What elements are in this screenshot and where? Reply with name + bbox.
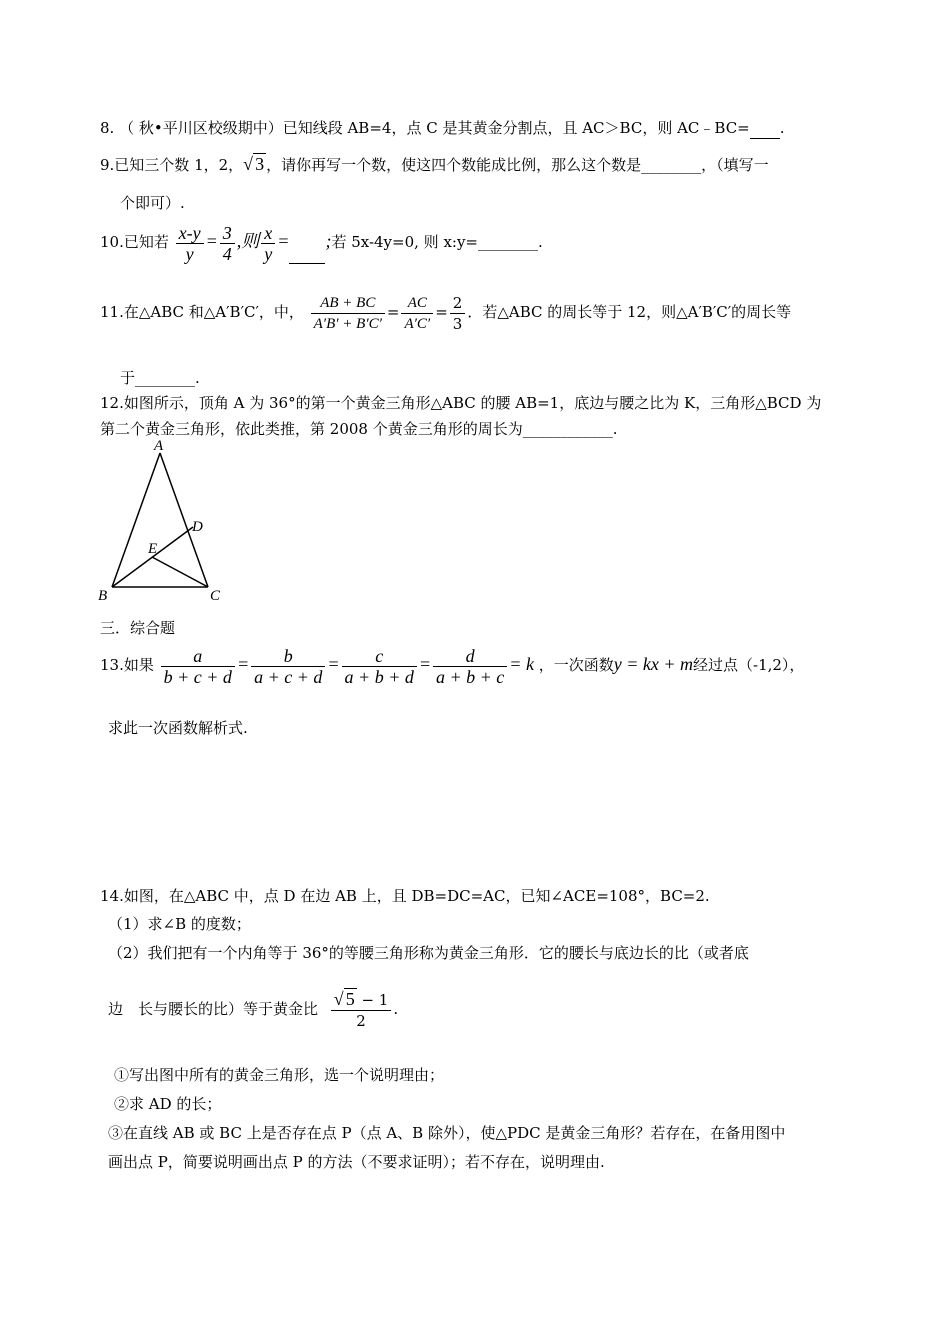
- q14-line1: 14.如图，在△ABC 中，点 D 在边 AB 上，且 DB=DC=AC，已知∠ACE=108°，BC=2.: [100, 887, 710, 905]
- q9-text-start: 9.已知三个数 1，2，: [100, 156, 244, 174]
- q12-line1: 12.如图所示，顶角 A 为 36°的第一个黄金三角形△ABC 的腰 AB=1，底边与腰之比为 K，三角形△BCD 为: [100, 394, 822, 412]
- q13-fraction-d: $\frac{d}{a + b + c}$: [433, 646, 507, 687]
- q13-equals-k: = k: [509, 654, 534, 674]
- q12-line2: 第二个黄金三角形，依此类推，第 2008 个黄金三角形的周长为____________.: [100, 420, 618, 438]
- q14-sub2: （2）我们把有一个内角等于 36°的等腰三角形称为黄金三角形．它的腰长与底边长的比（或者底: [108, 944, 749, 962]
- question-11: 11.在△ABC 和△A′B′C′，中， $\frac{AB + BC}{A'B' + B'C'}$ = $\frac{AC}{A'C'}$ = $\frac{2}{3}$ ．若△ABC 的周长等于 12，则△A′B′C′的周长等: [100, 293, 792, 333]
- q10-then: ,则: [236, 231, 260, 251]
- q13-function: y = kx + m: [613, 654, 693, 674]
- q13-fraction-b: $\frac{b}{a + c + d}$: [251, 646, 325, 687]
- label-d: D: [192, 519, 203, 535]
- q10-prefix: 10.已知若: [100, 233, 169, 251]
- q14-golden-text: 边 长与腰长的比）等于黄金比: [108, 1000, 319, 1018]
- question-9: [100, 150, 769, 179]
- label-e: E: [148, 541, 158, 557]
- q10-answer-blank[interactable]: [289, 221, 325, 264]
- q11-fraction-2-3: $\frac{2}{3}$: [450, 293, 466, 334]
- q11-prefix: 11.在△ABC 和△A′B′C′，中，: [100, 303, 304, 321]
- sqrt-5: √ 5: [333, 989, 355, 1009]
- q13-suffix: 经过点（-1,2），: [693, 656, 805, 674]
- q10-suffix: 若 5x-4y=0, 则 x:y=________.: [331, 233, 543, 251]
- q14-item3-line2: 画出点 P，简要说明画出点 P 的方法（不要求证明）；若不存在，说明理由.: [108, 1153, 605, 1171]
- q14-item2: ②求 AD 的长；: [114, 1095, 222, 1113]
- q13-line2: 求此一次函数解析式.: [108, 719, 248, 737]
- label-a: A: [154, 438, 164, 454]
- q9-line2: 个即可）.: [120, 194, 185, 212]
- q8-number: 8.: [100, 119, 115, 137]
- question-13: 13.如果 $\frac{a}{b + c + d}$ = $\frac{b}{a + c + d}$ = $\frac{c}{a + b + d}$ = $\frac{d}{a + b + c}$ = k ，一次函数y = kx + m经过点（-1,2），: [100, 645, 805, 687]
- q10-fraction-34: $\frac{3}{4}$: [220, 223, 235, 264]
- q13-prefix: 13.如果: [100, 656, 154, 674]
- q11-line2: 于________.: [120, 369, 200, 387]
- q14-item3-line1: ③在直线 AB 或 BC 上是否存在点 P（点 A、B 除外），使△PDC 是黄金三角形？若存在，在备用图中: [108, 1124, 786, 1142]
- q11-fraction-perimeter: $\frac{AB + BC}{A'B' + B'C'}$: [311, 293, 385, 334]
- question-8: [100, 118, 785, 139]
- golden-ratio-fraction: $\frac{√ 5 - 1}{2}$: [331, 989, 392, 1031]
- question-10: 10.已知若 $\frac{x-y}{y}$ = $\frac{3}{4}$ ,则 $\frac{x}{y}$ = ;若 5x-4y=0, 则 x:y=________.: [100, 222, 543, 264]
- q14-sub1: （1）求∠B 的度数；: [108, 915, 251, 933]
- label-b: B: [98, 588, 108, 604]
- label-c: C: [210, 588, 221, 604]
- q10-fraction-xy: $\frac{x-y}{y}$: [176, 223, 204, 264]
- q8-period: .: [779, 119, 785, 137]
- q9-text-end: ，请你再写一个数，使这四个数能成比例，那么这个数是________，（填写一: [266, 156, 769, 174]
- q11-suffix: ．若△ABC 的周长等于 12，则△A′B′C′的周长等: [467, 303, 792, 321]
- golden-triangle-figure: [90, 435, 240, 605]
- section-3-title: 三．综合题: [100, 619, 176, 637]
- q8-text: （ 秋•平川区校级期中）已知线段 AB=4，点 C 是其黄金分割点，且 AC＞BC，则 AC﹣BC=: [119, 119, 750, 137]
- q13-fraction-c: $\frac{c}{a + b + d}$: [342, 646, 417, 687]
- q13-mid: ，一次函数: [538, 656, 614, 674]
- q11-fraction-ac: $\frac{AC}{A'C'}$: [401, 293, 433, 334]
- q14-item1: ①写出图中所有的黄金三角形，选一个说明理由；: [114, 1066, 445, 1084]
- q13-fraction-a: $\frac{a}{b + c + d}$: [161, 646, 235, 687]
- q14-golden-ratio-line: 边 长与腰长的比）等于黄金比 $\frac{√ 5 - 1}{2}$ .: [108, 989, 399, 1030]
- q10-fraction-x-over-y: $\frac{x}{y}$: [261, 223, 275, 264]
- side-ab: [112, 453, 160, 587]
- q8-answer-blank[interactable]: [750, 118, 780, 139]
- sqrt-3: √ 3: [243, 154, 265, 174]
